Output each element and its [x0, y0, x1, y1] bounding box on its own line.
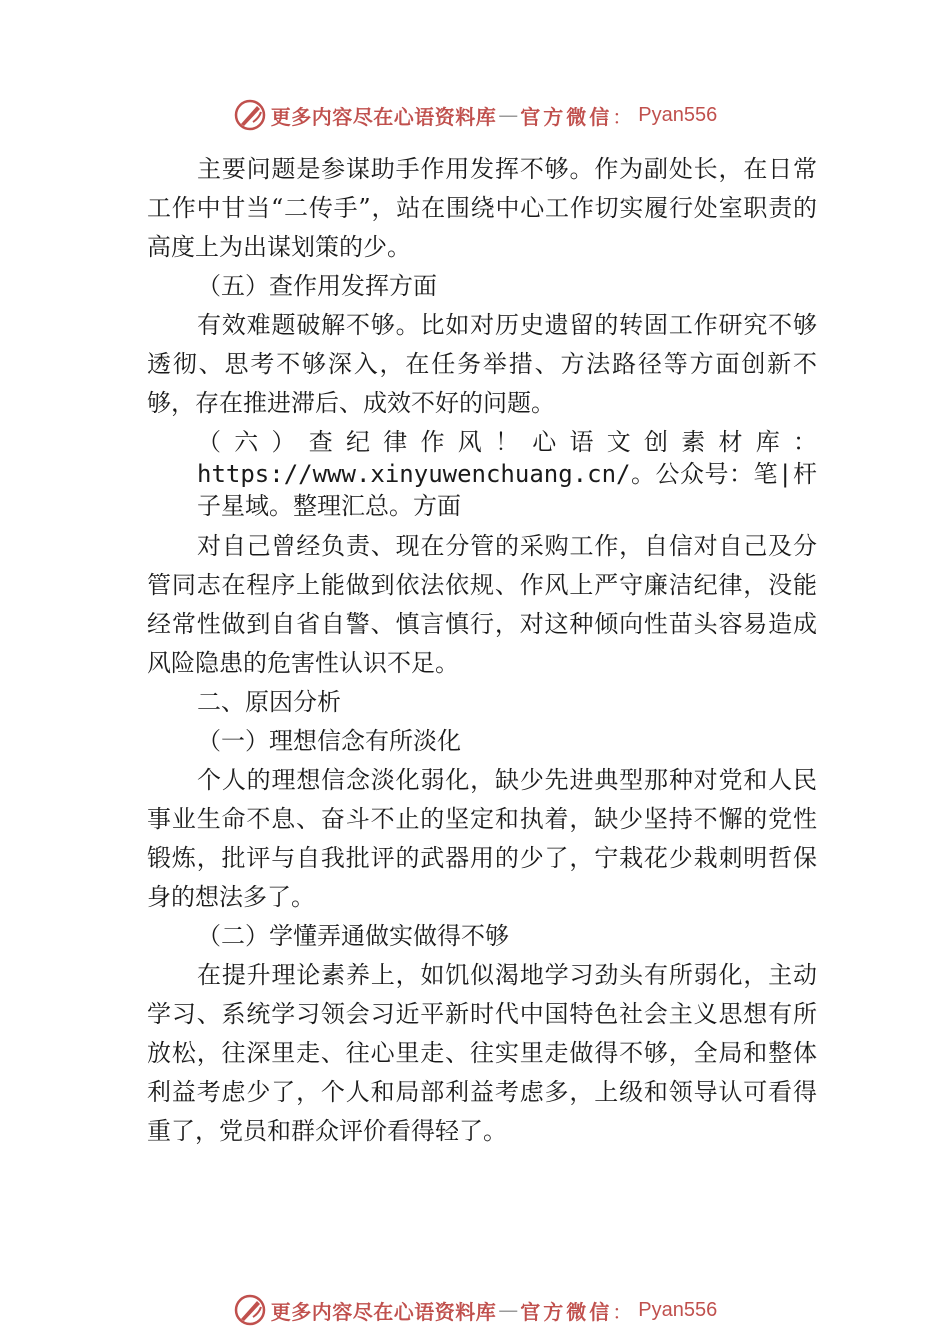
heading-cause-analysis: 二、原因分析: [197, 688, 341, 716]
paragraph-problem-solving: 有效难题破解不够。比如对历史遗留的转固工作研究不够透彻、思考不够深入，在任务举措、方法路径等方面创新不够，存在推进滞后、成效不好的问题。: [147, 311, 817, 417]
footer-watermark-banner: [0, 1290, 950, 1330]
banner-colon: ：: [612, 1299, 633, 1324]
paragraph-procurement: 对自己曾经负责、现在分管的采购工作，自信对自己及分管同志在程序上能做到依法依规、作风上严守廉洁纪律，没能经常性做到自省自警、慎言慎行，对这种倾向性苗头容易造成风险隐患的危害性认识不足。: [147, 532, 817, 677]
heading-section-5: （五）查作用发挥方面: [197, 272, 437, 300]
banner-colon: ：: [612, 104, 633, 129]
banner-brand: 更多内容尽在心语资料库: [270, 1299, 497, 1324]
heading-section-6: （六）查纪律作风！心语文创素材库：https://www.xinyuwenchuang.cn/。公众号：笔|杆子星域。整理汇总。方面: [197, 428, 817, 520]
document-body: [147, 150, 817, 1151]
paragraph-theory-study: 在提升理论素养上，如饥似渴地学习劲头有所弱化，主动学习、系统学习领会习近平新时代中国特色社会主义思想有所放松，往深里走、往心里走、往实里走做得不够，全局和整体利益考虑少了，个人和局部利益考虑多，上级和领导认可看得重了，党员和群众评价看得轻了。: [147, 961, 817, 1145]
banner-wechat-label: 官方微信: [520, 104, 613, 129]
banner-brand: 更多内容尽在心语资料库: [270, 104, 497, 129]
paragraph-ideals: 个人的理想信念淡化弱化，缺少先进典型那种对党和人民事业生命不息、奋斗不止的坚定和执着，缺少坚持不懈的党性锻炼，批评与自我批评的武器用的少了，宁栽花少栽刺明哲保身的想法多了。: [147, 766, 817, 911]
paragraph-main-problem: 主要问题是参谋助手作用发挥不够。作为副处长，在日常工作中甘当“二传手”，站在围绕中心工作切实履行处室职责的高度上为出谋划策的少。: [147, 155, 817, 261]
banner-wechat-label: 官方微信: [520, 1299, 613, 1324]
banner-wechat-id: Pyan556: [638, 1298, 718, 1321]
banner-separator: —: [498, 1298, 519, 1322]
banner-wechat-id: Pyan556: [638, 103, 718, 126]
heading-cause-1: （一）理想信念有所淡化: [197, 727, 461, 755]
banner-separator: —: [498, 103, 519, 127]
header-watermark-banner: [0, 95, 950, 135]
brush-logo-icon: [233, 1293, 267, 1327]
heading-cause-2: （二）学懂弄通做实做得不够: [197, 922, 509, 950]
brush-logo-icon: [233, 98, 267, 132]
